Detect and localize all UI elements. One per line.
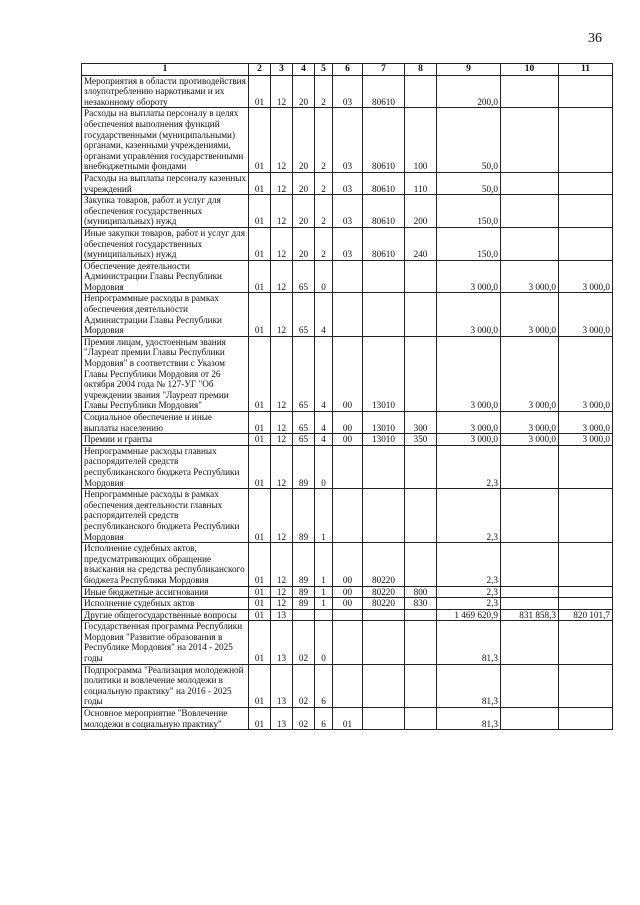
code-cell: 01 [249, 609, 271, 621]
table-row [82, 260, 613, 293]
amount-cell [559, 708, 613, 730]
code-cell [405, 708, 437, 730]
amount-cell: 820 101,7 [559, 609, 613, 621]
amount-cell [559, 108, 613, 173]
code-cell: 800 [405, 586, 437, 598]
code-cell: 00 [333, 336, 363, 411]
amount-cell [501, 75, 559, 108]
code-cell: 1 [315, 598, 333, 610]
code-cell: 0 [315, 260, 333, 293]
code-cell [363, 260, 405, 293]
amount-cell: 3 000,0 [559, 412, 613, 434]
row-name-cell: Иные бюджетные ассигнования [82, 586, 249, 598]
column-header: 4 [293, 64, 315, 76]
row-name-cell: Премия лицам, удостоенным звания "Лауреат премии Главы Республики Мордовия" в соответствии с Указом Главы Республики Мордовия от 26 октября 2004 года № 127-УГ "Об учреждении звания "Лауреат премии Главы Республики Мордовия" [82, 336, 249, 411]
amount-cell: 3 000,0 [559, 293, 613, 336]
amount-cell: 2,3 [437, 489, 501, 543]
table-row [82, 434, 613, 446]
code-cell [333, 621, 363, 664]
code-cell: 80610 [363, 108, 405, 173]
code-cell: 1 [315, 586, 333, 598]
amount-cell: 1 469 620,9 [437, 609, 501, 621]
amount-cell: 81,3 [437, 708, 501, 730]
row-name-cell: Подпрограмма "Реализация молодежной политики и вовлечение молодежи в социальную практику" на 2016 - 2025 годы [82, 664, 249, 707]
code-cell: 13 [271, 609, 293, 621]
table-row [82, 227, 613, 260]
code-cell [315, 609, 333, 621]
code-cell: 1 [315, 543, 333, 586]
code-cell: 01 [249, 586, 271, 598]
table-row [82, 108, 613, 173]
code-cell: 03 [333, 75, 363, 108]
code-cell: 4 [315, 412, 333, 434]
code-cell [405, 489, 437, 543]
row-name-cell: Социальное обеспечение и иные выплаты населению [82, 412, 249, 434]
code-cell: 300 [405, 412, 437, 434]
code-cell: 01 [249, 489, 271, 543]
row-name-cell: Иные закупки товаров, работ и услуг для обеспечения государственных (муниципальных) нужд [82, 227, 249, 260]
code-cell: 03 [333, 227, 363, 260]
amount-cell [501, 195, 559, 228]
column-header: 2 [249, 64, 271, 76]
amount-cell [559, 75, 613, 108]
code-cell: 2 [315, 195, 333, 228]
table-row [82, 195, 613, 228]
amount-cell [559, 195, 613, 228]
code-cell: 01 [249, 708, 271, 730]
code-cell: 89 [293, 586, 315, 598]
code-cell: 4 [315, 434, 333, 446]
code-cell: 110 [405, 172, 437, 194]
table-header-row [82, 64, 613, 76]
amount-cell: 2,3 [437, 445, 501, 488]
code-cell: 00 [333, 412, 363, 434]
code-cell: 13 [271, 621, 293, 664]
table-row [82, 543, 613, 586]
amount-cell: 50,0 [437, 108, 501, 173]
table-row [82, 664, 613, 707]
code-cell: 12 [271, 172, 293, 194]
table-row [82, 412, 613, 434]
code-cell: 200 [405, 195, 437, 228]
code-cell: 01 [249, 412, 271, 434]
code-cell: 03 [333, 195, 363, 228]
code-cell: 12 [271, 336, 293, 411]
code-cell [363, 664, 405, 707]
amount-cell: 2,3 [437, 598, 501, 610]
amount-cell: 3 000,0 [437, 260, 501, 293]
row-name-cell: Непрограммные расходы в рамках обеспечения деятельности Администрации Главы Республики Мордовия [82, 293, 249, 336]
column-header: 11 [559, 64, 613, 76]
code-cell: 20 [293, 108, 315, 173]
amount-cell: 2,3 [437, 543, 501, 586]
code-cell: 1 [315, 489, 333, 543]
code-cell [405, 664, 437, 707]
column-header: 5 [315, 64, 333, 76]
code-cell: 01 [333, 708, 363, 730]
code-cell: 01 [249, 75, 271, 108]
code-cell [363, 489, 405, 543]
amount-cell [559, 489, 613, 543]
table-row [82, 708, 613, 730]
amount-cell [501, 172, 559, 194]
code-cell: 13010 [363, 434, 405, 446]
page-number: 36 [588, 31, 602, 46]
row-name-cell: Расходы на выплаты персоналу казенных учреждений [82, 172, 249, 194]
amount-cell [559, 598, 613, 610]
code-cell: 65 [293, 434, 315, 446]
code-cell: 89 [293, 445, 315, 488]
amount-cell: 831 858,3 [501, 609, 559, 621]
code-cell: 01 [249, 260, 271, 293]
amount-cell: 81,3 [437, 621, 501, 664]
amount-cell: 3 000,0 [559, 336, 613, 411]
code-cell: 12 [271, 227, 293, 260]
code-cell: 02 [293, 708, 315, 730]
row-name-cell: Мероприятия в области противодействия злоупотреблению наркотиками и их незаконному обороту [82, 75, 249, 108]
code-cell: 12 [271, 586, 293, 598]
code-cell: 01 [249, 108, 271, 173]
code-cell [363, 621, 405, 664]
code-cell: 80610 [363, 227, 405, 260]
amount-cell [559, 445, 613, 488]
code-cell: 01 [249, 227, 271, 260]
amount-cell: 3 000,0 [559, 434, 613, 446]
column-header: 9 [437, 64, 501, 76]
code-cell: 01 [249, 293, 271, 336]
code-cell: 12 [271, 543, 293, 586]
code-cell: 0 [315, 621, 333, 664]
column-header: 3 [271, 64, 293, 76]
table-row [82, 621, 613, 664]
row-name-cell: Другие общегосударственные вопросы [82, 609, 249, 621]
code-cell: 80220 [363, 586, 405, 598]
amount-cell: 50,0 [437, 172, 501, 194]
code-cell: 20 [293, 195, 315, 228]
code-cell: 01 [249, 172, 271, 194]
table-row [82, 598, 613, 610]
code-cell: 20 [293, 172, 315, 194]
code-cell [405, 336, 437, 411]
code-cell: 2 [315, 75, 333, 108]
amount-cell [501, 227, 559, 260]
code-cell: 6 [315, 664, 333, 707]
amount-cell: 3 000,0 [501, 336, 559, 411]
amount-cell [501, 489, 559, 543]
row-name-cell: Расходы на выплаты персоналу в целях обеспечения выполнения функций государственными (муниципальными) органами, казенными учреждениями, органами управления государственными внебюджетными фондами [82, 108, 249, 173]
code-cell: 02 [293, 664, 315, 707]
code-cell: 20 [293, 227, 315, 260]
table-row [82, 445, 613, 488]
table-row [82, 75, 613, 108]
code-cell [333, 260, 363, 293]
code-cell: 65 [293, 336, 315, 411]
row-name-cell: Премии и гранты [82, 434, 249, 446]
code-cell [405, 445, 437, 488]
table-row [82, 172, 613, 194]
code-cell: 12 [271, 445, 293, 488]
amount-cell [559, 172, 613, 194]
amount-cell: 150,0 [437, 195, 501, 228]
code-cell: 12 [271, 195, 293, 228]
amount-cell [559, 586, 613, 598]
code-cell: 13010 [363, 412, 405, 434]
amount-cell [501, 445, 559, 488]
amount-cell: 81,3 [437, 664, 501, 707]
code-cell: 01 [249, 336, 271, 411]
row-name-cell: Непрограммные расходы главных распорядителей средств республиканского бюджета Республики Мордовия [82, 445, 249, 488]
amount-cell [501, 543, 559, 586]
code-cell: 2 [315, 108, 333, 173]
amount-cell [501, 108, 559, 173]
code-cell: 2 [315, 227, 333, 260]
code-cell [363, 708, 405, 730]
code-cell: 13 [271, 664, 293, 707]
amount-cell: 200,0 [437, 75, 501, 108]
column-header: 7 [363, 64, 405, 76]
code-cell: 80610 [363, 75, 405, 108]
code-cell: 01 [249, 434, 271, 446]
code-cell: 89 [293, 598, 315, 610]
column-header: 1 [82, 64, 249, 76]
amount-cell [559, 664, 613, 707]
amount-cell [501, 586, 559, 598]
amount-cell: 3 000,0 [559, 260, 613, 293]
code-cell: 03 [333, 108, 363, 173]
code-cell: 01 [249, 543, 271, 586]
code-cell: 01 [249, 621, 271, 664]
code-cell: 80220 [363, 543, 405, 586]
amount-cell [501, 664, 559, 707]
code-cell: 12 [271, 489, 293, 543]
code-cell: 89 [293, 489, 315, 543]
column-header: 8 [405, 64, 437, 76]
row-name-cell: Государственная программа Республики Мордовия "Развитие образования в Республике Мордовия" на 2014 - 2025 годы [82, 621, 249, 664]
amount-cell: 150,0 [437, 227, 501, 260]
amount-cell: 3 000,0 [437, 412, 501, 434]
code-cell: 00 [333, 598, 363, 610]
table-row [82, 609, 613, 621]
code-cell: 830 [405, 598, 437, 610]
code-cell [333, 609, 363, 621]
amount-cell [501, 598, 559, 610]
code-cell [363, 609, 405, 621]
code-cell: 12 [271, 108, 293, 173]
code-cell: 12 [271, 260, 293, 293]
amount-cell: 3 000,0 [501, 412, 559, 434]
code-cell [333, 293, 363, 336]
code-cell: 4 [315, 336, 333, 411]
code-cell: 6 [315, 708, 333, 730]
amount-cell: 3 000,0 [501, 293, 559, 336]
code-cell [405, 621, 437, 664]
code-cell: 13010 [363, 336, 405, 411]
code-cell: 80220 [363, 598, 405, 610]
code-cell: 65 [293, 260, 315, 293]
code-cell: 13 [271, 708, 293, 730]
code-cell: 03 [333, 172, 363, 194]
code-cell: 4 [315, 293, 333, 336]
code-cell: 01 [249, 445, 271, 488]
amount-cell [501, 621, 559, 664]
code-cell [405, 260, 437, 293]
column-header: 6 [333, 64, 363, 76]
code-cell [405, 609, 437, 621]
code-cell [333, 489, 363, 543]
amount-cell: 3 000,0 [501, 434, 559, 446]
code-cell: 02 [293, 621, 315, 664]
row-name-cell: Исполнение судебных актов, предусматривающих обращение взыскания на средства республиканского бюджета Республики Мордовия [82, 543, 249, 586]
amount-cell [559, 227, 613, 260]
amount-cell [559, 543, 613, 586]
row-name-cell: Основное мероприятие "Вовлечение молодежи в социальную практику" [82, 708, 249, 730]
amount-cell: 3 000,0 [437, 293, 501, 336]
code-cell: 80610 [363, 172, 405, 194]
code-cell: 20 [293, 75, 315, 108]
row-name-cell: Закупка товаров, работ и услуг для обеспечения государственных (муниципальных) нужд [82, 195, 249, 228]
code-cell [405, 75, 437, 108]
code-cell: 65 [293, 412, 315, 434]
code-cell [363, 293, 405, 336]
code-cell [333, 664, 363, 707]
amount-cell: 2,3 [437, 586, 501, 598]
code-cell: 01 [249, 664, 271, 707]
code-cell: 00 [333, 434, 363, 446]
table-row [82, 293, 613, 336]
column-header: 10 [501, 64, 559, 76]
code-cell: 89 [293, 543, 315, 586]
row-name-cell: Исполнение судебных актов [82, 598, 249, 610]
code-cell: 12 [271, 598, 293, 610]
code-cell [333, 445, 363, 488]
code-cell: 350 [405, 434, 437, 446]
row-name-cell: Обеспечение деятельности Администрации Главы Республики Мордовия [82, 260, 249, 293]
amount-cell: 3 000,0 [437, 336, 501, 411]
code-cell [363, 445, 405, 488]
code-cell: 01 [249, 195, 271, 228]
code-cell: 12 [271, 293, 293, 336]
code-cell: 12 [271, 434, 293, 446]
code-cell: 80610 [363, 195, 405, 228]
code-cell: 2 [315, 172, 333, 194]
code-cell: 100 [405, 108, 437, 173]
table-row [82, 336, 613, 411]
amount-cell: 3 000,0 [437, 434, 501, 446]
table-row [82, 586, 613, 598]
code-cell: 240 [405, 227, 437, 260]
table-row [82, 489, 613, 543]
code-cell: 00 [333, 543, 363, 586]
amount-cell [501, 708, 559, 730]
code-cell: 12 [271, 75, 293, 108]
amount-cell [559, 621, 613, 664]
code-cell: 0 [315, 445, 333, 488]
code-cell: 01 [249, 598, 271, 610]
code-cell: 12 [271, 412, 293, 434]
code-cell: 65 [293, 293, 315, 336]
row-name-cell: Непрограммные расходы в рамках обеспечения деятельности главных распорядителей средств республиканского бюджета Республики Мордовия [82, 489, 249, 543]
code-cell: 00 [333, 586, 363, 598]
code-cell [293, 609, 315, 621]
budget-table [81, 63, 613, 730]
amount-cell: 3 000,0 [501, 260, 559, 293]
code-cell [405, 293, 437, 336]
code-cell [405, 543, 437, 586]
